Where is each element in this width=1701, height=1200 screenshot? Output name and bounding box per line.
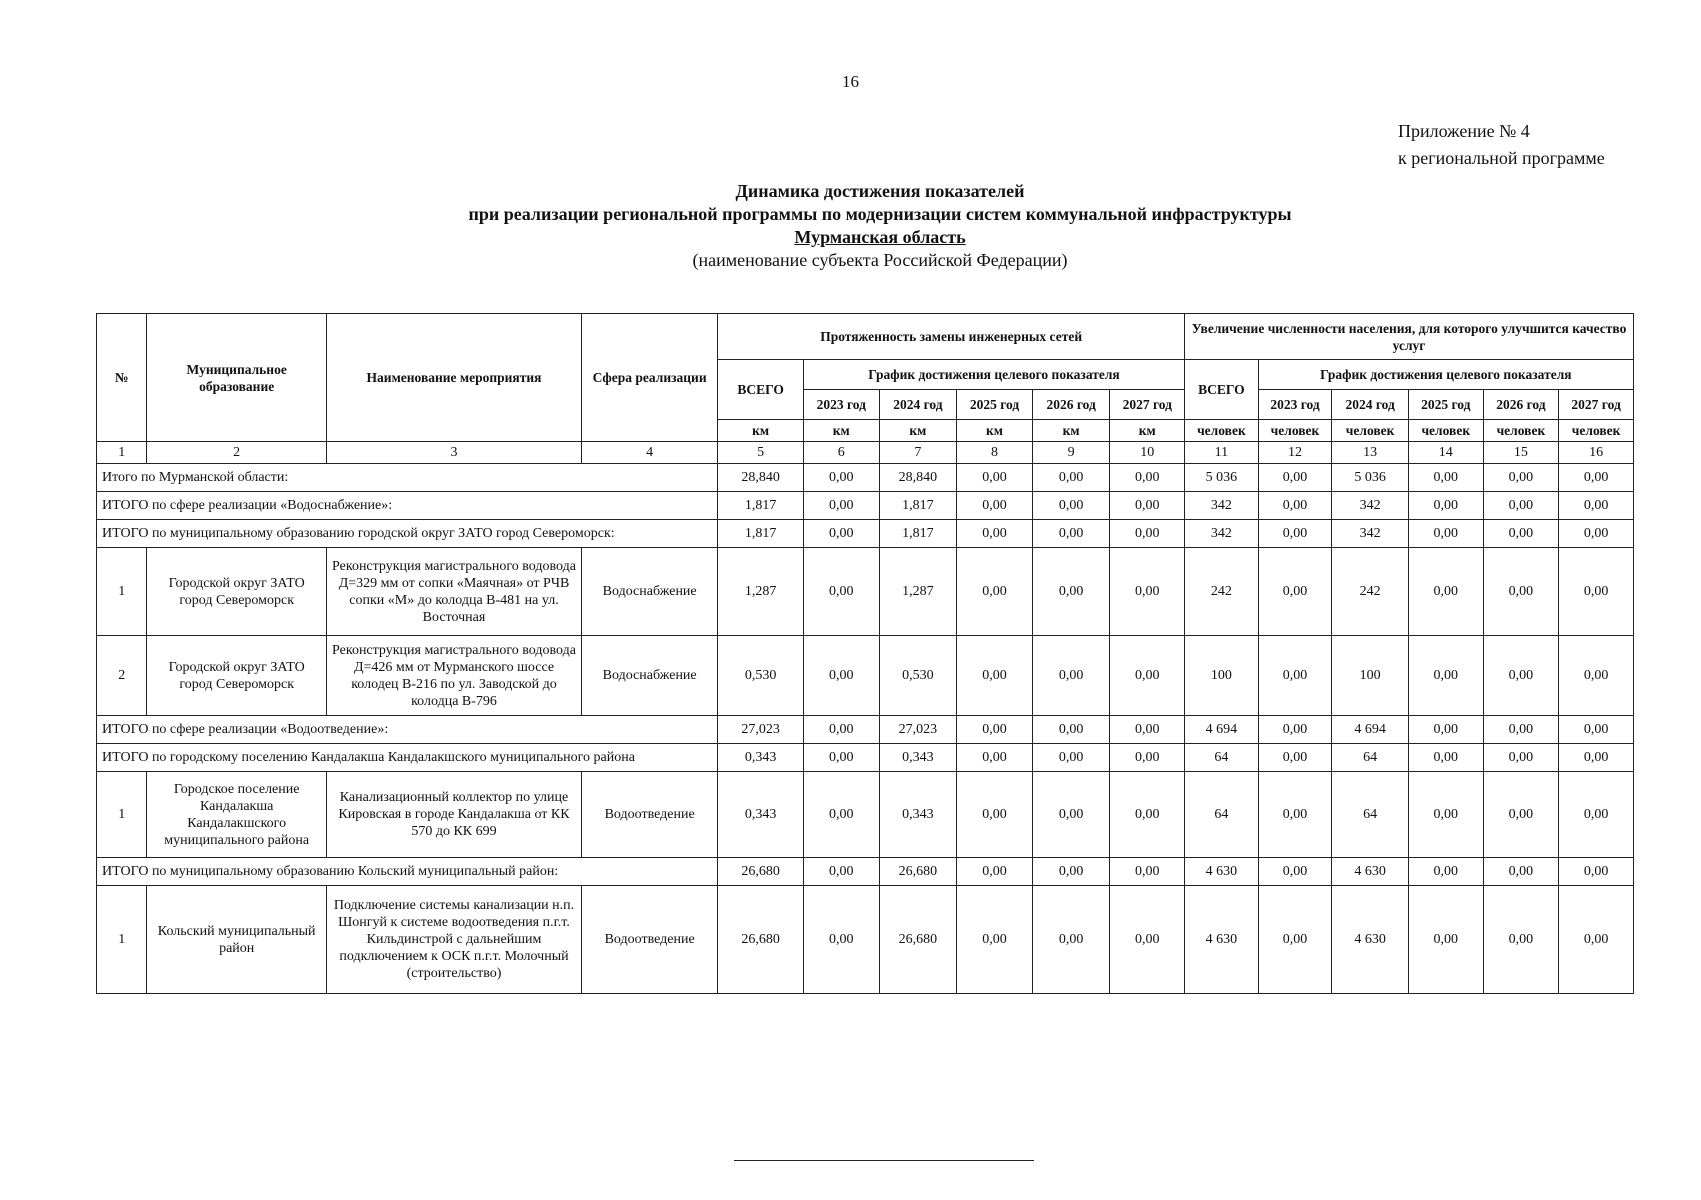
value-cell: 0,343 — [879, 744, 957, 772]
value-cell: 0,00 — [1483, 744, 1559, 772]
unit-km: км — [957, 420, 1033, 442]
value-cell: 26,680 — [718, 858, 804, 886]
value-cell: 0,00 — [1408, 772, 1483, 858]
value-cell: 1,817 — [879, 492, 957, 520]
value-cell: 0,00 — [957, 886, 1033, 994]
value-cell: 0,00 — [1258, 548, 1332, 636]
value-cell: 0,00 — [1483, 464, 1559, 492]
value-cell: 0,00 — [1032, 772, 1110, 858]
indicators-table — [96, 313, 1634, 994]
value-cell: 0,00 — [1258, 636, 1332, 716]
value-cell: 0,343 — [718, 772, 804, 858]
header-year: 2024 год — [1332, 390, 1409, 420]
value-cell: 0,00 — [1408, 464, 1483, 492]
value-cell: 26,680 — [879, 858, 957, 886]
value-cell: 0,00 — [1559, 520, 1634, 548]
unit-km: км — [1110, 420, 1185, 442]
header-municipality: Муниципальное образование — [147, 314, 327, 442]
value-cell: 0,00 — [1032, 492, 1110, 520]
value-cell: 0,00 — [1110, 464, 1185, 492]
table-row — [97, 886, 1634, 994]
value-cell: 0,530 — [879, 636, 957, 716]
header-num: № — [97, 314, 147, 442]
value-cell: 0,00 — [1032, 716, 1110, 744]
total-row — [97, 492, 1634, 520]
value-cell: 0,00 — [1032, 636, 1110, 716]
value-cell: 0,00 — [1110, 520, 1185, 548]
event-cell: Подключение системы канализации н.п. Шонгуй к системе водоотведения п.г.т. Кильдинстрой с дальнейшим подключением к ОСК п.г.т. Молочный (строительство) — [326, 886, 581, 994]
page-number: 16 — [842, 72, 859, 91]
appendix-label — [1398, 118, 1605, 172]
value-cell: 26,680 — [718, 886, 804, 994]
value-cell: 0,00 — [1032, 548, 1110, 636]
value-cell: 0,00 — [1110, 636, 1185, 716]
title-line-1: Динамика достижения показателей — [735, 181, 1025, 201]
value-cell: 4 694 — [1185, 716, 1259, 744]
column-number: 6 — [803, 442, 879, 464]
value-cell: 64 — [1185, 744, 1259, 772]
event-cell: Реконструкция магистрального водовода Д=426 мм от Мурманского шоссе колодец В-216 по ул. Заводской до колодца В-796 — [326, 636, 581, 716]
value-cell: 0,00 — [1258, 492, 1332, 520]
value-cell: 0,00 — [957, 548, 1033, 636]
value-cell: 0,00 — [957, 772, 1033, 858]
value-cell: 0,00 — [1032, 464, 1110, 492]
value-cell: 0,00 — [803, 886, 879, 994]
value-cell: 0,00 — [803, 548, 879, 636]
municipality-cell: Городское поселение Кандалакша Кандалакшского муниципального района — [147, 772, 327, 858]
total-label: ИТОГО по муниципальному образованию Кольский муниципальный район: — [97, 858, 718, 886]
value-cell: 0,00 — [803, 858, 879, 886]
column-number: 11 — [1185, 442, 1259, 464]
column-number: 2 — [147, 442, 327, 464]
header-sphere: Сфера реализации — [582, 314, 718, 442]
footer-divider — [734, 1160, 1034, 1161]
value-cell: 0,00 — [1032, 858, 1110, 886]
unit-km: км — [803, 420, 879, 442]
unit-people: человек — [1408, 420, 1483, 442]
value-cell: 342 — [1185, 520, 1259, 548]
value-cell: 0,530 — [718, 636, 804, 716]
value-cell: 0,00 — [1032, 520, 1110, 548]
value-cell: 0,00 — [1483, 886, 1559, 994]
value-cell: 0,00 — [957, 716, 1033, 744]
value-cell: 0,00 — [1408, 548, 1483, 636]
value-cell: 0,00 — [803, 772, 879, 858]
total-row — [97, 464, 1634, 492]
table-row — [97, 548, 1634, 636]
value-cell: 0,00 — [957, 858, 1033, 886]
value-cell: 0,00 — [803, 464, 879, 492]
value-cell: 0,343 — [718, 744, 804, 772]
value-cell: 0,00 — [1559, 636, 1634, 716]
value-cell: 0,00 — [957, 492, 1033, 520]
sphere-cell: Водоотведение — [582, 772, 718, 858]
column-number: 15 — [1483, 442, 1559, 464]
value-cell: 0,00 — [1483, 520, 1559, 548]
title-line-2: при реализации региональной программы по модернизации систем коммунальной инфраструктуры — [468, 204, 1292, 224]
value-cell: 0,00 — [1559, 886, 1634, 994]
header-year: 2026 год — [1032, 390, 1110, 420]
value-cell: 5 036 — [1332, 464, 1409, 492]
value-cell: 5 036 — [1185, 464, 1259, 492]
value-cell: 0,00 — [1408, 886, 1483, 994]
unit-people: человек — [1483, 420, 1559, 442]
appendix-line-2: к региональной программе — [1398, 148, 1605, 168]
value-cell: 0,00 — [1258, 464, 1332, 492]
unit-people: человек — [1559, 420, 1634, 442]
column-number: 10 — [1110, 442, 1185, 464]
header-year: 2023 год — [803, 390, 879, 420]
value-cell: 0,00 — [1559, 858, 1634, 886]
value-cell: 4 630 — [1332, 858, 1409, 886]
unit-people: человек — [1258, 420, 1332, 442]
value-cell: 4 630 — [1185, 858, 1259, 886]
value-cell: 0,00 — [1483, 636, 1559, 716]
value-cell: 0,00 — [1408, 858, 1483, 886]
header-event: Наименование мероприятия — [326, 314, 581, 442]
value-cell: 0,00 — [803, 492, 879, 520]
value-cell: 0,00 — [1110, 716, 1185, 744]
value-cell: 1,817 — [718, 492, 804, 520]
total-label: Итого по Мурманской области: — [97, 464, 718, 492]
sphere-cell: Водоснабжение — [582, 548, 718, 636]
column-number: 1 — [97, 442, 147, 464]
value-cell: 100 — [1332, 636, 1409, 716]
row-number: 1 — [97, 772, 147, 858]
event-cell: Канализационный коллектор по улице Кировская в городе Кандалакша от КК 570 до КК 699 — [326, 772, 581, 858]
unit-people: человек — [1185, 420, 1259, 442]
value-cell: 0,00 — [1408, 492, 1483, 520]
unit-km: км — [718, 420, 804, 442]
value-cell: 0,00 — [1408, 520, 1483, 548]
value-cell: 0,00 — [1559, 716, 1634, 744]
value-cell: 0,00 — [1483, 716, 1559, 744]
value-cell: 0,00 — [803, 636, 879, 716]
header-schedule-people: График достижения целевого показателя — [1258, 360, 1633, 390]
value-cell: 242 — [1185, 548, 1259, 636]
total-row — [97, 716, 1634, 744]
value-cell: 0,00 — [957, 744, 1033, 772]
value-cell: 0,00 — [1483, 772, 1559, 858]
column-number: 7 — [879, 442, 957, 464]
value-cell: 0,00 — [1110, 858, 1185, 886]
column-number: 8 — [957, 442, 1033, 464]
header-year: 2025 год — [957, 390, 1033, 420]
value-cell: 4 630 — [1332, 886, 1409, 994]
column-number: 13 — [1332, 442, 1409, 464]
value-cell: 4 630 — [1185, 886, 1259, 994]
total-row — [97, 858, 1634, 886]
value-cell: 0,00 — [1408, 744, 1483, 772]
column-number: 5 — [718, 442, 804, 464]
value-cell: 0,00 — [1032, 744, 1110, 772]
column-number: 3 — [326, 442, 581, 464]
header-year: 2024 год — [879, 390, 957, 420]
value-cell: 27,023 — [718, 716, 804, 744]
unit-km: км — [1032, 420, 1110, 442]
total-row — [97, 744, 1634, 772]
value-cell: 0,00 — [1258, 520, 1332, 548]
municipality-cell: Городской округ ЗАТО город Североморск — [147, 548, 327, 636]
value-cell: 0,00 — [1559, 492, 1634, 520]
value-cell: 0,00 — [1258, 772, 1332, 858]
header-schedule-km: График достижения целевого показателя — [803, 360, 1184, 390]
value-cell: 0,00 — [1483, 548, 1559, 636]
value-cell: 0,00 — [1110, 548, 1185, 636]
value-cell: 0,00 — [1559, 744, 1634, 772]
table-row — [97, 636, 1634, 716]
value-cell: 28,840 — [718, 464, 804, 492]
header-group-networks: Протяженность замены инженерных сетей — [718, 314, 1185, 360]
header-year: 2026 год — [1483, 390, 1559, 420]
unit-people: человек — [1332, 420, 1409, 442]
value-cell: 342 — [1332, 492, 1409, 520]
value-cell: 342 — [1185, 492, 1259, 520]
header-group-population: Увеличение численности населения, для которого улучшится качество услуг — [1185, 314, 1634, 360]
municipality-cell: Кольский муниципальный район — [147, 886, 327, 994]
value-cell: 0,00 — [1110, 744, 1185, 772]
total-label: ИТОГО по сфере реализации «Водоотведение»: — [97, 716, 718, 744]
title-subtitle: (наименование субъекта Российской Федерации) — [692, 250, 1068, 270]
header-year: 2023 год — [1258, 390, 1332, 420]
document-title — [0, 180, 1701, 272]
value-cell: 242 — [1332, 548, 1409, 636]
value-cell: 64 — [1332, 744, 1409, 772]
value-cell: 28,840 — [879, 464, 957, 492]
total-label: ИТОГО по муниципальному образованию городской округ ЗАТО город Североморск: — [97, 520, 718, 548]
value-cell: 0,00 — [1110, 886, 1185, 994]
value-cell: 0,00 — [1110, 772, 1185, 858]
value-cell: 4 694 — [1332, 716, 1409, 744]
value-cell: 0,00 — [1483, 858, 1559, 886]
value-cell: 0,00 — [803, 716, 879, 744]
header-year: 2027 год — [1110, 390, 1185, 420]
column-number: 14 — [1408, 442, 1483, 464]
header-total-people: ВСЕГО — [1185, 360, 1259, 420]
total-label: ИТОГО по городскому поселению Кандалакша Кандалакшского муниципального района — [97, 744, 718, 772]
value-cell: 0,00 — [1483, 492, 1559, 520]
value-cell: 0,00 — [1559, 548, 1634, 636]
table-row — [97, 772, 1634, 858]
column-number: 4 — [582, 442, 718, 464]
value-cell: 0,00 — [1258, 886, 1332, 994]
value-cell: 100 — [1185, 636, 1259, 716]
value-cell: 1,287 — [718, 548, 804, 636]
value-cell: 0,00 — [1258, 744, 1332, 772]
municipality-cell: Городской округ ЗАТО город Североморск — [147, 636, 327, 716]
column-number: 16 — [1559, 442, 1634, 464]
row-number: 2 — [97, 636, 147, 716]
value-cell: 27,023 — [879, 716, 957, 744]
value-cell: 64 — [1185, 772, 1259, 858]
header-year: 2025 год — [1408, 390, 1483, 420]
appendix-line-1: Приложение № 4 — [1398, 121, 1530, 141]
row-number: 1 — [97, 886, 147, 994]
title-region: Мурманская область — [794, 227, 966, 247]
value-cell: 0,00 — [1559, 464, 1634, 492]
value-cell: 26,680 — [879, 886, 957, 994]
unit-km: км — [879, 420, 957, 442]
value-cell: 1,817 — [879, 520, 957, 548]
value-cell: 0,343 — [879, 772, 957, 858]
value-cell: 0,00 — [957, 636, 1033, 716]
value-cell: 64 — [1332, 772, 1409, 858]
value-cell: 0,00 — [1032, 886, 1110, 994]
value-cell: 0,00 — [1258, 716, 1332, 744]
column-number: 9 — [1032, 442, 1110, 464]
total-label: ИТОГО по сфере реализации «Водоснабжение»: — [97, 492, 718, 520]
sphere-cell: Водоснабжение — [582, 636, 718, 716]
value-cell: 0,00 — [1110, 492, 1185, 520]
value-cell: 0,00 — [1408, 716, 1483, 744]
value-cell: 0,00 — [1408, 636, 1483, 716]
sphere-cell: Водоотведение — [582, 886, 718, 994]
value-cell: 0,00 — [957, 520, 1033, 548]
value-cell: 0,00 — [803, 520, 879, 548]
header-year: 2027 год — [1559, 390, 1634, 420]
value-cell: 1,287 — [879, 548, 957, 636]
value-cell: 342 — [1332, 520, 1409, 548]
event-cell: Реконструкция магистрального водовода Д=329 мм от сопки «Маячная» от РЧВ сопки «М» до колодца В-481 на ул. Восточная — [326, 548, 581, 636]
row-number: 1 — [97, 548, 147, 636]
value-cell: 0,00 — [957, 464, 1033, 492]
value-cell: 0,00 — [1258, 858, 1332, 886]
column-number: 12 — [1258, 442, 1332, 464]
header-total-km: ВСЕГО — [718, 360, 804, 420]
value-cell: 0,00 — [1559, 772, 1634, 858]
value-cell: 1,817 — [718, 520, 804, 548]
value-cell: 0,00 — [803, 744, 879, 772]
total-row — [97, 520, 1634, 548]
